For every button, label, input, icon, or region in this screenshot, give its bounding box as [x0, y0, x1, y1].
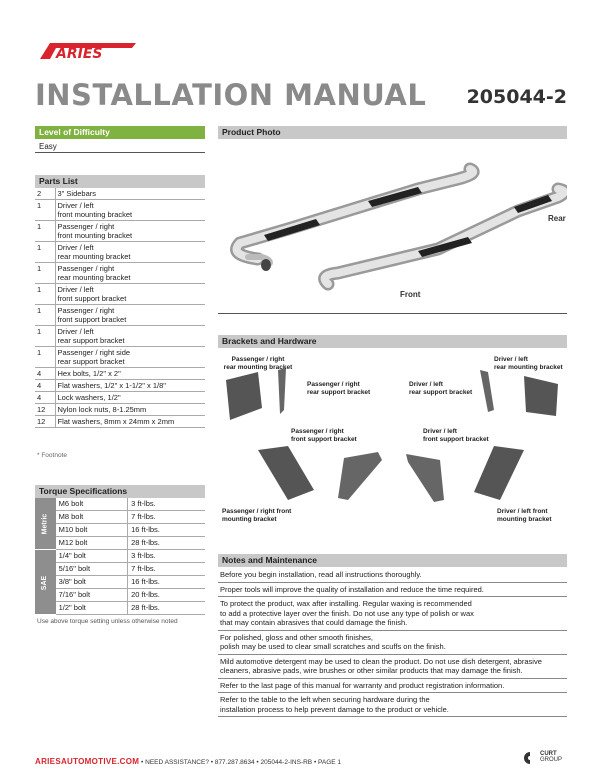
torque-bolt: 1/4" bolt — [56, 550, 128, 563]
torque-table — [35, 498, 205, 615]
footer-info: • NEED ASSISTANCE? • 877.287.8634 • 205044-2-INS-RB • PAGE 1 — [141, 759, 342, 766]
table-row — [35, 550, 205, 563]
logo-text: ARIES — [56, 46, 103, 60]
bracket-d-rear-support — [480, 370, 494, 412]
curt-group-text: CURT GROUP — [540, 751, 563, 763]
note-item: Before you begin installation, read all instructions thoroughly. — [218, 568, 567, 583]
torque-group-name: SAE — [41, 575, 49, 590]
torque-value: 28 ft-lbs. — [128, 602, 205, 615]
note-item: Refer to the last page of this manual for warranty and product registration information. — [218, 679, 567, 694]
torque-value: 7 ft-lbs. — [128, 511, 205, 524]
torque-bolt: M8 bolt — [56, 511, 128, 524]
table-row — [35, 242, 205, 263]
table-row — [35, 589, 205, 602]
torque-note: Use above torque setting unless otherwise noted — [37, 618, 178, 625]
label-rear: Rear — [548, 214, 566, 223]
part-qty: 1 — [35, 347, 55, 368]
bracket-d-front-support — [406, 454, 444, 502]
bracket-p-front-support — [338, 452, 382, 500]
part-qty: 2 — [35, 188, 55, 200]
sidebars-illustration — [218, 139, 567, 314]
table-row — [35, 221, 205, 242]
torque-bolt: 7/16" bolt — [56, 589, 128, 602]
torque-value: 7 ft-lbs. — [128, 563, 205, 576]
table-row — [35, 305, 205, 326]
torque-value: 3 ft-lbs. — [128, 550, 205, 563]
torque-value: 20 ft-lbs. — [128, 589, 205, 602]
torque-bolt: M6 bolt — [56, 498, 128, 511]
table-row — [35, 200, 205, 221]
torque-group-label — [35, 498, 56, 550]
torque-bolt: 5/16" bolt — [56, 563, 128, 576]
part-desc: 3" Sidebars — [55, 188, 205, 200]
parts-list-heading: Parts List — [35, 175, 205, 188]
label-d-front-support: Driver / left front support bracket — [423, 428, 489, 443]
label-p-front-mount: Passenger / right front mounting bracket — [222, 508, 292, 523]
footer-site-link[interactable]: ARIESAUTOMOTIVE.COM — [35, 757, 140, 766]
table-row — [35, 326, 205, 347]
torque-value: 16 ft-lbs. — [128, 576, 205, 589]
table-row — [35, 602, 205, 615]
footer — [35, 757, 341, 766]
page-title: INSTALLATION MANUAL — [35, 78, 427, 112]
part-desc: Driver / left rear support bracket — [55, 326, 205, 347]
part-qty: 4 — [35, 368, 55, 380]
part-qty: 1 — [35, 305, 55, 326]
part-desc: Flat washers, 8mm x 24mm x 2mm — [55, 416, 205, 428]
part-desc: Passenger / right front support bracket — [55, 305, 205, 326]
tube-end — [261, 259, 271, 271]
notes-list — [218, 568, 567, 717]
torque-value: 3 ft-lbs. — [128, 498, 205, 511]
label-d-rear-support: Driver / left rear support bracket — [409, 381, 473, 396]
torque-bolt: 3/8" bolt — [56, 576, 128, 589]
torque-bolt: M10 bolt — [56, 524, 128, 537]
table-row — [35, 524, 205, 537]
torque-bolt: 1/2" bolt — [56, 602, 128, 615]
table-row — [35, 511, 205, 524]
part-qty: 1 — [35, 326, 55, 347]
torque-group-name: Metric — [41, 513, 49, 535]
table-row — [35, 263, 205, 284]
table-row — [35, 404, 205, 416]
torque-bolt: M12 bolt — [56, 537, 128, 550]
part-desc: Hex bolts, 1/2" x 2" — [55, 368, 205, 380]
aries-logo — [36, 42, 138, 60]
part-desc: Passenger / right front mounting bracket — [55, 221, 205, 242]
part-qty: 12 — [35, 416, 55, 428]
table-row — [35, 380, 205, 392]
table-row — [35, 392, 205, 404]
parts-table — [35, 188, 205, 428]
part-qty: 4 — [35, 392, 55, 404]
part-qty: 1 — [35, 221, 55, 242]
note-item: Mild automotive detergent may be used to clean the product. Do not use dish detergent, abrasive cleaners, abrasive pads, wire brushes or other similar products that may damage the finish. — [218, 655, 567, 679]
label-front: Front — [400, 290, 421, 299]
label-p-front-support: Passenger / right front support bracket — [291, 428, 357, 443]
table-row — [35, 347, 205, 368]
part-desc: Driver / left front mounting bracket — [55, 200, 205, 221]
part-desc: Nylon lock nuts, 8-1.25mm — [55, 404, 205, 416]
note-item: For polished, gloss and other smooth finishes, polish may be used to clear small scratches and scuffs on the finish. — [218, 631, 567, 655]
label-d-rear-mount: Driver / left rear mounting bracket — [494, 356, 563, 371]
bracket-p-rear-support — [278, 368, 286, 414]
table-row — [35, 284, 205, 305]
torque-value: 28 ft-lbs. — [128, 537, 205, 550]
part-number: 205044-2 — [466, 86, 567, 108]
table-row — [35, 416, 205, 428]
part-desc: Lock washers, 1/2" — [55, 392, 205, 404]
note-item: To protect the product, wax after installing. Regular waxing is recommended to add a protective layer over the finish. Do not use any type of polish or wax that may contain abrasives that could damage the finish. — [218, 597, 567, 631]
part-desc: Passenger / right side rear support bracket — [55, 347, 205, 368]
product-photo — [218, 139, 567, 314]
table-row — [35, 498, 205, 511]
label-p-rear-mount: Passenger / right rear mounting bracket — [223, 356, 293, 371]
table-row — [35, 537, 205, 550]
table-row — [35, 576, 205, 589]
table-row — [35, 188, 205, 200]
table-row — [35, 563, 205, 576]
part-qty: 1 — [35, 284, 55, 305]
note-item: Refer to the table to the left when securing hardware during the installation process to help prevent damage to the product or vehicle. — [218, 693, 567, 717]
part-desc: Driver / left front support bracket — [55, 284, 205, 305]
hardware-heading: Brackets and Hardware — [218, 335, 567, 348]
part-desc: Flat washers, 1/2" x 1-1/2" x 1/8" — [55, 380, 205, 392]
label-d-front-mount: Driver / left front mounting bracket — [497, 508, 552, 523]
bracket-p-rear-mount — [226, 372, 262, 420]
bracket-d-front-mount — [474, 446, 524, 500]
notes-heading: Notes and Maintenance — [218, 554, 567, 567]
parts-footnote: * Footnote — [37, 452, 67, 459]
part-desc: Passenger / right rear mounting bracket — [55, 263, 205, 284]
product-photo-heading: Product Photo — [218, 126, 567, 139]
torque-heading: Torque Specifications — [35, 485, 205, 498]
bracket-d-rear-mount — [524, 376, 558, 416]
torque-group-label — [35, 550, 56, 615]
difficulty-value: Easy — [35, 141, 205, 153]
part-desc: Driver / left rear mounting bracket — [55, 242, 205, 263]
part-qty: 1 — [35, 263, 55, 284]
bracket-p-front-mount — [258, 446, 314, 500]
part-qty: 1 — [35, 242, 55, 263]
torque-value: 16 ft-lbs. — [128, 524, 205, 537]
note-item: Proper tools will improve the quality of installation and reduce the time required. — [218, 583, 567, 598]
table-row — [35, 368, 205, 380]
difficulty-heading: Level of Difficulty — [35, 126, 205, 139]
part-qty: 4 — [35, 380, 55, 392]
part-qty: 1 — [35, 200, 55, 221]
part-qty: 12 — [35, 404, 55, 416]
label-p-rear-support: Passenger / right rear support bracket — [307, 381, 371, 396]
